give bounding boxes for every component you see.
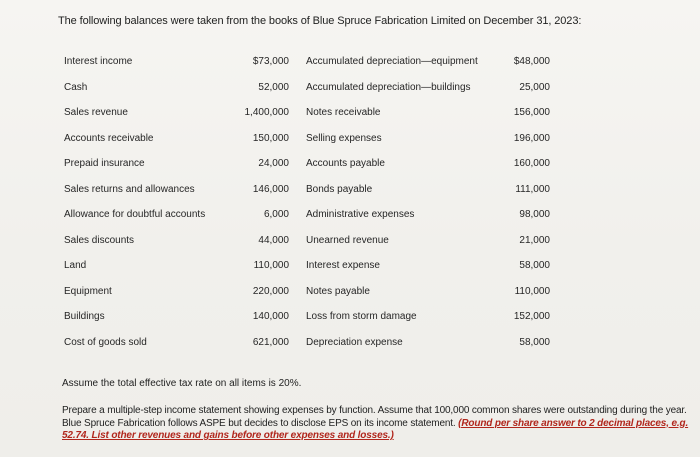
account-name: Land	[64, 260, 87, 272]
account-name: Interest expense	[306, 260, 380, 272]
table-row	[64, 202, 289, 228]
account-amount: 150,000	[252, 132, 289, 144]
account-name: Accumulated depreciation—buildings	[306, 81, 471, 93]
account-amount: 140,000	[252, 311, 289, 323]
account-amount: 21,000	[519, 234, 550, 246]
table-row	[64, 100, 289, 126]
account-name: Cash	[64, 81, 88, 93]
table-row	[64, 151, 289, 177]
table-row	[64, 330, 289, 356]
account-amount: 146,000	[252, 183, 289, 195]
account-name: Buildings	[64, 311, 105, 323]
table-row	[306, 75, 550, 101]
account-name: Bonds payable	[306, 183, 373, 195]
account-amount: $73,000	[252, 56, 289, 68]
account-amount: 110,000	[253, 260, 289, 272]
account-name: Allowance for doubtful accounts	[64, 209, 206, 221]
table-row	[306, 202, 550, 228]
account-amount: 44,000	[258, 234, 289, 246]
account-name: Sales discounts	[64, 234, 135, 246]
account-name: Depreciation expense	[306, 336, 403, 348]
table-row	[64, 75, 289, 101]
table-row	[306, 100, 550, 126]
table-row	[306, 253, 550, 279]
account-name: Administrative expenses	[306, 209, 415, 221]
account-amount: 6,000	[263, 209, 289, 221]
account-name: Notes payable	[306, 285, 370, 297]
instructions-text: Prepare a multiple-step income statement showing expenses by function. Assume that 100,000 common shares were outstanding during the year. Blue Spruce Fabrication follows ASPE but decides to disclose EPS on its income statement.	[62, 405, 687, 429]
account-amount: 196,000	[513, 132, 550, 144]
account-name: Accounts receivable	[64, 132, 154, 144]
table-row	[64, 279, 289, 305]
account-name: Accumulated depreciation—equipment	[306, 56, 478, 68]
table-row	[306, 177, 550, 203]
table-row	[306, 126, 550, 152]
account-amount: 160,000	[513, 158, 550, 170]
table-row	[64, 177, 289, 203]
table-row	[64, 49, 289, 75]
account-amount: 156,000	[513, 107, 550, 119]
table-row	[64, 253, 289, 279]
problem-intro: The following balances were taken from the books of Blue Spruce Fabrication Limited on December 31, 2023:	[58, 15, 582, 27]
account-name: Selling expenses	[306, 132, 382, 144]
account-amount: 58,000	[519, 260, 550, 272]
tax-rate-note: Assume the total effective tax rate on all items is 20%.	[62, 378, 302, 389]
table-row	[306, 49, 550, 75]
table-row	[306, 228, 550, 254]
table-row	[64, 126, 289, 152]
account-amount: 24,000	[258, 158, 289, 170]
account-amount: 621,000	[252, 336, 289, 348]
account-amount: 111,000	[515, 183, 550, 195]
account-name: Sales returns and allowances	[64, 183, 195, 195]
account-name: Equipment	[64, 285, 112, 297]
account-name: Loss from storm damage	[306, 311, 417, 323]
table-row	[306, 279, 550, 305]
table-row	[64, 304, 289, 330]
account-name: Sales revenue	[64, 107, 128, 119]
left-balances-table	[64, 49, 289, 355]
account-name: Cost of goods sold	[64, 336, 147, 348]
account-amount: 110,000	[514, 285, 550, 297]
table-row	[64, 228, 289, 254]
table-row	[306, 151, 550, 177]
account-amount: 98,000	[519, 209, 550, 221]
problem-instructions	[62, 405, 692, 443]
account-amount: 58,000	[519, 336, 550, 348]
table-row	[306, 304, 550, 330]
account-amount: 152,000	[513, 311, 550, 323]
account-name: Interest income	[64, 56, 133, 68]
table-row	[306, 330, 550, 356]
account-amount: 52,000	[258, 81, 289, 93]
account-amount: 25,000	[519, 81, 550, 93]
account-name: Accounts payable	[306, 158, 385, 170]
account-name: Notes receivable	[306, 107, 381, 119]
right-balances-table	[306, 49, 550, 355]
account-name: Prepaid insurance	[64, 158, 145, 170]
account-amount: 1,400,000	[244, 107, 289, 119]
rounding-instructions: (Round per share answer to 2 decimal places, e.g. 52.74. List other revenues and gains before other expenses and losses.)	[62, 417, 689, 441]
account-name: Unearned revenue	[306, 234, 389, 246]
account-amount: 220,000	[252, 285, 289, 297]
account-amount: $48,000	[513, 56, 550, 68]
